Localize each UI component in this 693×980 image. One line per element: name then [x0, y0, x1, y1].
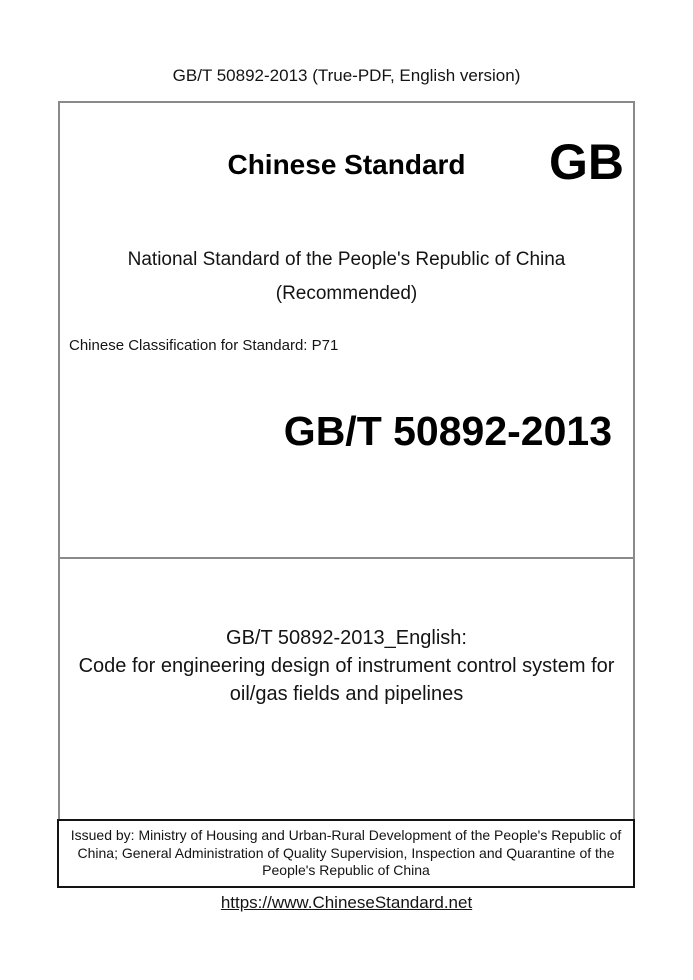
- classification-line: Chinese Classification for Standard: P71: [69, 337, 339, 354]
- issued-by-line: China; General Administration of Quality Supervision, Inspection and Quarantine of the: [77, 844, 615, 861]
- gb-logo: GB: [549, 134, 624, 190]
- english-title-line3: oil/gas fields and pipelines: [229, 683, 464, 705]
- page-header-title: GB/T 50892-2013 (True-PDF, English version): [172, 66, 521, 85]
- cover-title: Chinese Standard: [227, 149, 466, 180]
- issued-by-line: People's Republic of China: [262, 862, 430, 878]
- issued-by-line: Issued by: Ministry of Housing and Urban-Rural Development of the People's Republic of: [70, 827, 622, 843]
- english-title-line2: Code for engineering design of instrument control system for: [78, 655, 615, 677]
- recommended-line: (Recommended): [275, 283, 418, 304]
- english-title-block: [60, 624, 633, 708]
- website-link[interactable]: https://www.ChineseStandard.net: [220, 893, 473, 912]
- english-title-line1: GB/T 50892-2013_English:: [226, 627, 467, 649]
- national-standard-line: National Standard of the People's Republic of China: [127, 249, 566, 270]
- issued-by-box: [57, 819, 635, 888]
- standard-number: GB/T 50892-2013: [283, 408, 612, 454]
- section-divider: [60, 557, 633, 559]
- cover-box: [58, 101, 635, 822]
